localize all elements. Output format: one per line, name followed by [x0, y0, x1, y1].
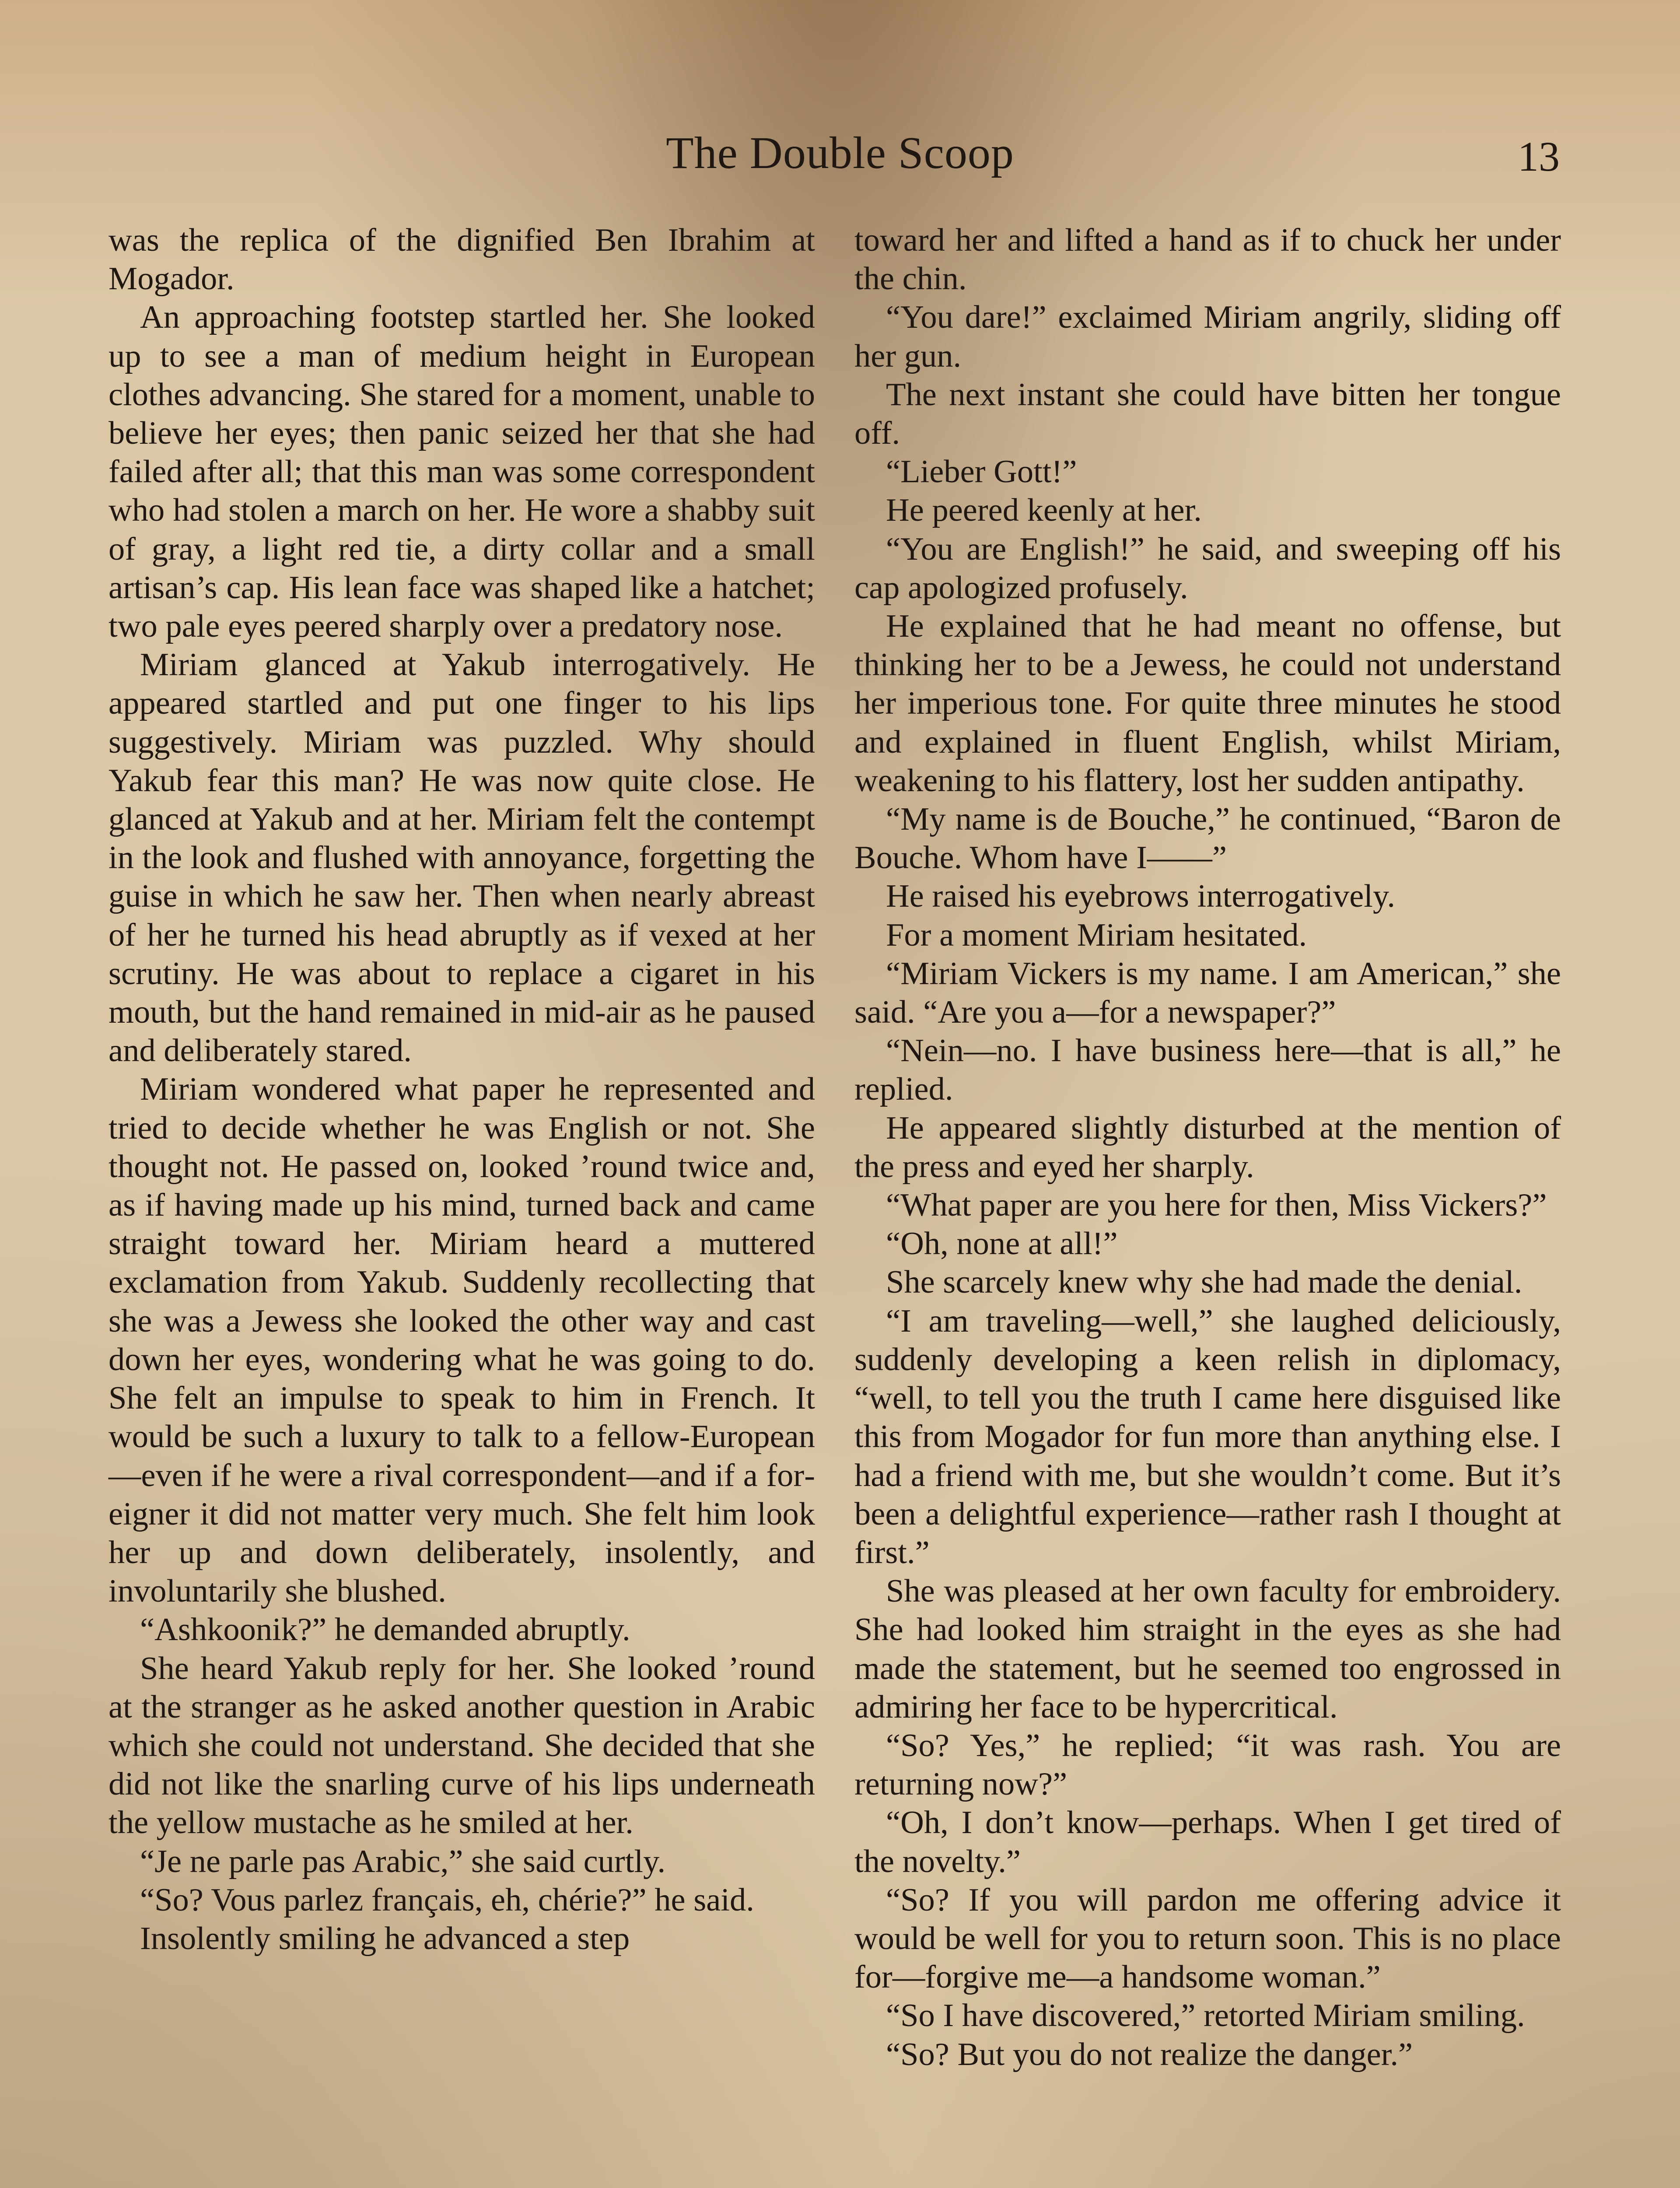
paragraph: She was pleased at her own faculty for embroidery. She had looked him straight in the eyes as she had made the statement, but he seemed too engrossed in admiring her face to be hypercritical. — [854, 1573, 1561, 1725]
paragraph: “Oh, I don’t know—perhaps. When I get tired of the novelty.” — [854, 1805, 1561, 1879]
paragraph: “Nein—no. I have business here—that is all,” he replied. — [854, 1033, 1561, 1108]
paragraph: “I am traveling—well,” she laughed deliciously, suddenly developing a keen relish in diplomacy, “well, to tell you the truth I came here disguised like this from Mogador for fun more than anything else. I had a friend with me, but she wouldn’t come. But it’s been a delightful experience—rather rash I thought at first.” — [854, 1303, 1561, 1571]
paragraph: The next instant she could have bitten her tongue off. — [854, 376, 1561, 452]
running-head — [0, 125, 1680, 182]
paragraph: “What paper are you here for then, Miss Vickers?” — [886, 1187, 1547, 1224]
paragraph: Miriam glanced at Yakub interrogatively. He appeared startled and put one finger to his lips suggestively. Miriam was puzzled. Why should Yakub fear this man? He was now quite close. He glanced at Yakub and at her. Miriam felt the contempt in the look and flushed with annoyance, forgetting the guise in which he saw her. Then when nearly abreast of her he turned his head abruptly as if vexed at her scrutiny. He was about to replace a cigaret in his mouth, but the hand remained in mid-air as he paused and deliberately stared. — [108, 647, 815, 1069]
paragraph: Insolently smiling he advanced a step — [140, 1920, 630, 1957]
paragraph: “You are English!” he said, and sweeping off his cap apologized profusely. — [854, 531, 1561, 606]
paragraph: “So? Yes,” he replied; “it was rash. You are returning now?” — [854, 1727, 1561, 1802]
page-title: The Double Scoop — [666, 128, 1014, 178]
paragraph: He raised his eyebrows interrogatively. — [886, 878, 1396, 915]
paragraph: was the replica of the dignified Ben Ibrahim at Mogador. — [108, 222, 815, 297]
paragraph: “So I have discovered,” retorted Miriam smiling. — [886, 1998, 1525, 2034]
paragraph: He peered keenly at her. — [886, 492, 1202, 529]
paragraph: For a moment Miriam hesitated. — [886, 917, 1307, 953]
paragraph: “So? If you will pardon me offering advice it would be well for you to return soon. This is no place for—forgive me—a handsome woman.” — [854, 1882, 1561, 1995]
left-column — [108, 221, 815, 1958]
paragraph: “Je ne parle pas Arabic,” she said curtly. — [140, 1843, 666, 1879]
paragraph: “So? Vous parlez français, eh, chérie?” he said. — [140, 1882, 754, 1918]
paragraph: “Oh, none at all!” — [886, 1226, 1118, 1262]
paragraph: She heard Yakub reply for her. She looked ’round at the stranger as he asked another question in Arabic which she could not understand. She decided that she did not like the snarling curve of his lips underneath the yellow mustache as he smiled at her. — [108, 1650, 815, 1841]
paragraph: “You dare!” exclaimed Miriam angrily, sliding off her gun. — [854, 299, 1561, 374]
right-column — [854, 221, 1561, 2074]
paragraph: “Lieber Gott!” — [886, 454, 1077, 490]
paragraph: “My name is de Bouche,” he continued, “Baron de Bouche. Whom have I——” — [854, 801, 1561, 876]
page-number: 13 — [1518, 133, 1560, 180]
paragraph: He appeared slightly disturbed at the mention of the press and eyed her sharply. — [854, 1110, 1561, 1185]
paragraph: He explained that he had meant no offense, but thinking her to be a Jewess, he could not understand her imperious tone. For quite three minutes he stood and explained in fluent English, whilst Miriam, weakening to his flattery, lost her sudden antipathy. — [854, 608, 1561, 799]
paragraph: Miriam wondered what paper he represented and tried to decide whether he was English or not. She thought not. He passed on, looked ’round twice and, as if having made up his mind, turned back and came straight toward her. Miriam heard a muttered exclamation from Yakub. Suddenly recollecting that she was a Jewess she looked the other way and cast down her eyes, wondering what he was going to do. She felt an impulse to speak to him in French. It would be such a luxury to talk to a fellow-European—even if he were a rival correspondent—and if a foreigner it did not matter very much. She felt him look her up and down deliberately, insolently, and involuntarily she blushed. — [108, 1071, 815, 1609]
paragraph: An approaching footstep startled her. She looked up to see a man of medium height in European clothes advancing. She stared for a moment, unable to believe her eyes; then panic seized her that she had failed after all; that this man was some correspondent who had stolen a march on her. He wore a shabby suit of gray, a light red tie, a dirty collar and a small artisan’s cap. His lean face was shaped like a hatchet; two pale eyes peered sharply over a predatory nose. — [108, 299, 815, 645]
paragraph: “So? But you do not realize the danger.” — [886, 2036, 1413, 2072]
paragraph: “Miriam Vickers is my name. I am American,” she said. “Are you a—for a newspaper?” — [854, 955, 1561, 1031]
paragraph: toward her and lifted a hand as if to chuck her under the chin. — [854, 222, 1561, 297]
paragraph: She scarcely knew why she had made the denial. — [886, 1264, 1522, 1301]
paragraph: “Ashkoonik?” he demanded abruptly. — [140, 1612, 630, 1648]
